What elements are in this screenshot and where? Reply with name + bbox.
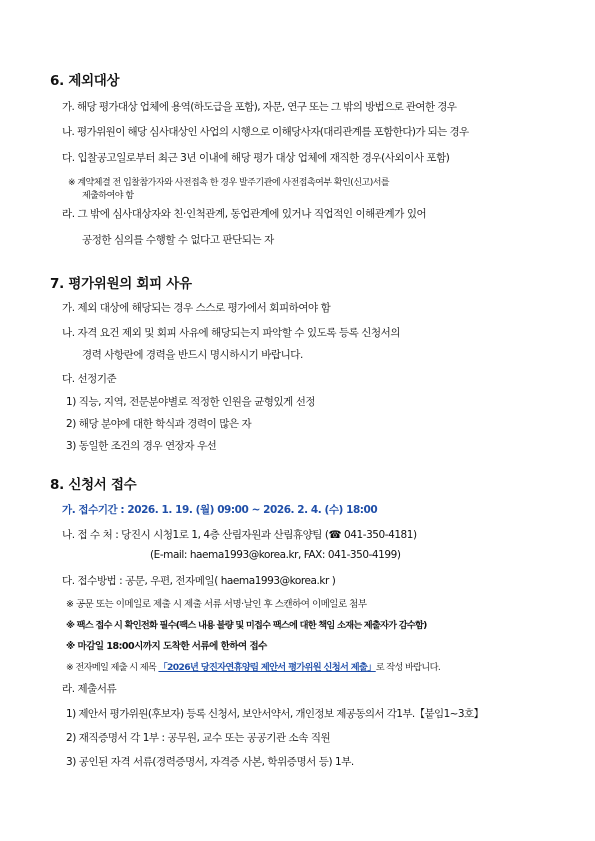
sec6-note-line1: ※ 계약체결 전 입찰참가자와 사전접촉 한 경우 발주기관에 사전접촉여부 확인(신고)서를 [68, 178, 390, 188]
sec8-period: 가. 접수기간 : 2026. 1. 19. (월) 09:00 ~ 2026. 2. 4. (수) 18:00 [62, 504, 378, 516]
sec7-item-da: 다. 선정기준 [62, 373, 117, 385]
sec8-note-3: ※ 마감일 18:00시까지 도착한 서류에 한하여 접수 [66, 641, 267, 652]
sec8-place-line2: (E-mail: haema1993@korea.kr, FAX: 041-350-4199) [150, 549, 401, 561]
sec8-doc-3: 3) 공인된 자격 서류(경력증명서, 자격증 사본, 학위증명서 등) 1부. [66, 756, 354, 768]
sec6-item-da: 다. 입찰공고일로부터 최근 3년 이내에 해당 평가 대상 업체에 재직한 경우(사외이사 포함) [62, 152, 450, 164]
section-8-title: 8. 신청서 접수 [50, 477, 137, 493]
sec7-item-ga: 가. 제외 대상에 해당되는 경우 스스로 평가에서 회피하여야 함 [62, 302, 331, 314]
sec8-docs-title: 라. 제출서류 [62, 683, 117, 695]
sec6-item-ra-line2: 공정한 심의를 수행할 수 없다고 판단되는 자 [82, 234, 274, 246]
sec6-item-na: 나. 평가위원이 해당 심사대상인 사업의 시행으로 이해당사자(대리관계를 포함한다)가 되는 경우 [62, 126, 469, 138]
sec8-method: 다. 접수방법 : 공문, 우편, 전자메일( haema1993@korea.kr ) [62, 575, 336, 587]
sec7-criteria-3: 3) 동일한 조건의 경우 연장자 우선 [66, 440, 217, 452]
section-7-title: 7. 평가위원의 회피 사유 [50, 276, 192, 292]
section-6-title: 6. 제외대상 [50, 73, 120, 89]
sec6-item-ra-line1: 라. 그 밖에 심사대상자와 친·인척관계, 동업관계에 있거나 직업적인 이해관계가 있어 [62, 208, 427, 220]
sec6-item-ga: 가. 해당 평가대상 업체에 용역(하도급을 포함), 자문, 연구 또는 그 밖의 방법으로 관여한 경우 [62, 101, 457, 113]
sec7-item-na-line2: 경력 사항란에 경력을 반드시 명시하시기 바랍니다. [82, 349, 303, 361]
sec7-item-na-line1: 나. 자격 요건 제외 및 회피 사유에 해당되는지 파악할 수 있도록 등록 신청서의 [62, 327, 401, 339]
sec8-note-2: ※ 팩스 접수 시 확인전화 필수(팩스 내용 불량 및 미접수 팩스에 대한 책임 소재는 제출자가 감수함) [66, 620, 427, 631]
sec8-doc-2: 2) 재직증명서 각 1부 : 공무원, 교수 또는 공공기관 소속 직원 [66, 732, 331, 744]
sec7-criteria-2: 2) 해당 분야에 대한 학식과 경력이 많은 자 [66, 418, 252, 430]
sec8-note-1: ※ 공문 또는 이메일로 제출 시 제출 서류 서명·날인 후 스캔하여 이메일로 첨부 [66, 599, 367, 610]
sec8-note-4-prefix: ※ 전자메일 제출 시 제목 [66, 662, 159, 673]
sec6-note-line2: 제출하여야 함 [82, 191, 134, 201]
sec8-note-4 [66, 659, 440, 673]
email-subject-format: 「2026년 당진자연휴양림 제안서 평가위원 신청서 제출」 [158, 662, 376, 673]
sec8-place-line1: 나. 접 수 처 : 당진시 시청1로 1, 4층 산림자원과 산림휴양팀 (☎ 041-350-4181) [62, 529, 417, 541]
sec8-doc-1: 1) 제안서 평가위원(후보자) 등록 신청서, 보안서약서, 개인정보 제공동의서 각1부.【붙임1~3호】 [66, 708, 484, 720]
sec7-criteria-1: 1) 직능, 지역, 전문분야별로 적정한 인원을 균형있게 선정 [66, 396, 316, 408]
sec8-note-4-suffix: 로 작성 바랍니다. [375, 662, 441, 673]
